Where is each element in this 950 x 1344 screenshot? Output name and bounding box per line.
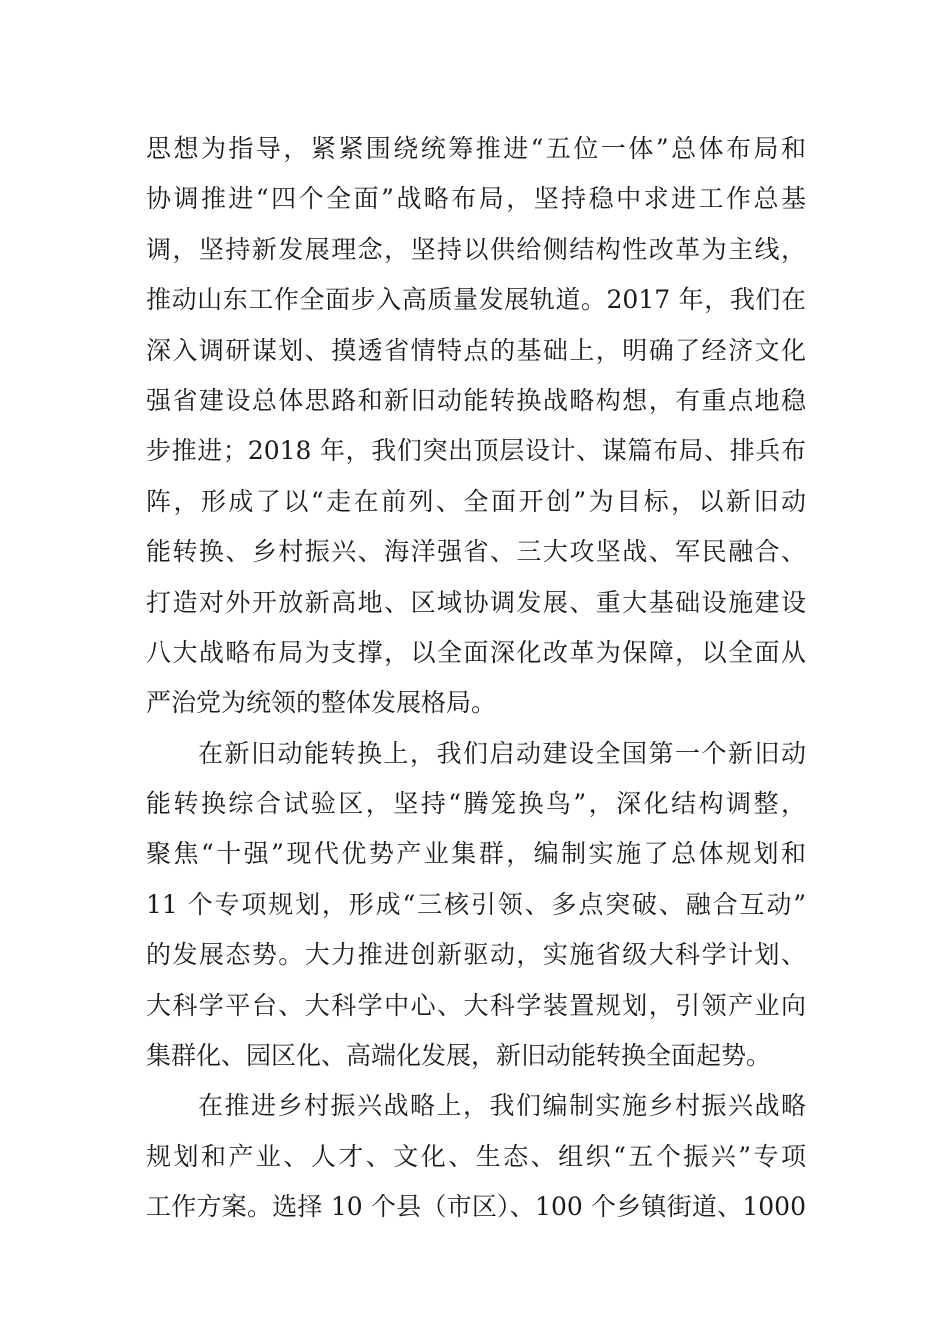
text-line: 深入调研谋划、摸透省情特点的基础上，明确了经济文化	[146, 335, 806, 365]
text-line: 工作方案。选择 10 个县（市区）、100 个乡镇街道、1000	[146, 1192, 806, 1222]
text-line: 能转换、乡村振兴、海洋强省、三大攻坚战、军民融合、	[146, 537, 806, 567]
text-line: 推动山东工作全面步入高质量发展轨道。2017 年，我们在	[146, 285, 806, 315]
text-line: 思想为指导，紧紧围绕统筹推进“五位一体”总体布局和	[146, 134, 806, 163]
text-line: 协调推进“四个全面”战略布局，坚持稳中求进工作总基	[146, 184, 806, 214]
text-line: 打造对外开放新高地、区域协调发展、重大基础设施建设	[146, 587, 806, 617]
text-line: 步推进；2018 年，我们突出顶层设计、谋篇布局、排兵布	[146, 436, 806, 466]
text-line: 阵，形成了以“走在前列、全面开创”为目标，以新旧动	[146, 486, 806, 516]
text-line: 的发展态势。大力推进创新驱动，实施省级大科学计划、	[146, 940, 806, 970]
text-line: 大科学平台、大科学中心、大科学装置规划，引领产业向	[146, 990, 806, 1020]
text-line: 调，坚持新发展理念，坚持以供给侧结构性改革为主线，	[146, 234, 806, 264]
text-line: 规划和产业、人才、文化、生态、组织“五个振兴”专项	[146, 1141, 806, 1171]
paragraph-continuation	[146, 124, 806, 729]
paragraph-new-old-drivers	[146, 729, 806, 1082]
body-text	[146, 124, 806, 1233]
text-line: 11 个专项规划，形成“三核引领、多点突破、融合互动”	[146, 889, 806, 919]
text-line: 在推进乡村振兴战略上，我们编制实施乡村振兴战略	[198, 1091, 806, 1121]
paragraph-rural-revitalization	[146, 1081, 806, 1232]
text-line: 能转换综合试验区，坚持“腾笼换鸟”，深化结构调整，	[146, 789, 806, 819]
text-line: 严治党为统领的整体发展格局。	[146, 688, 497, 718]
text-line: 强省建设总体思路和新旧动能转换战略构想，有重点地稳	[146, 385, 806, 415]
text-line: 集群化、园区化、高端化发展，新旧动能转换全面起势。	[146, 1041, 772, 1071]
text-line: 在新旧动能转换上，我们启动建设全国第一个新旧动	[198, 738, 806, 768]
text-line: 聚焦“十强”现代优势产业集群，编制实施了总体规划和	[146, 839, 806, 869]
text-line: 八大战略布局为支撑，以全面深化改革为保障，以全面从	[146, 637, 806, 667]
